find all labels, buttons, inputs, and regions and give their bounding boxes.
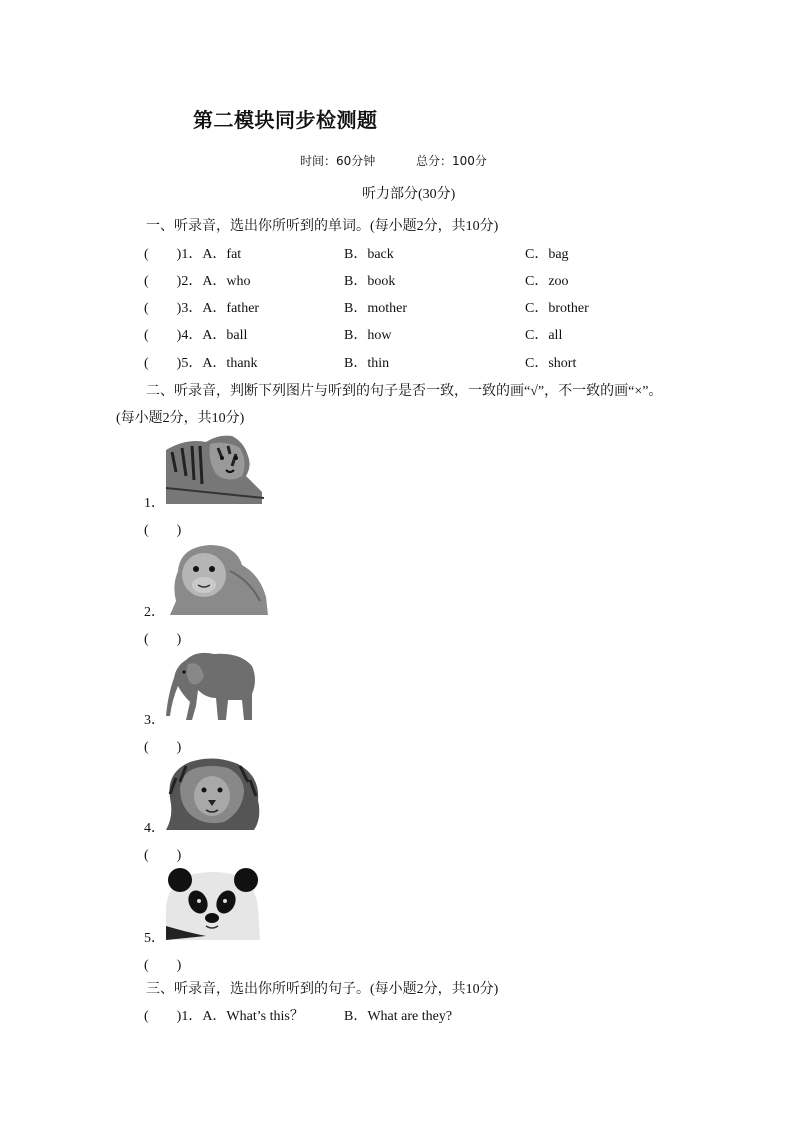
score-label: 总分：100分	[416, 154, 487, 168]
s2-item4-num: 4．	[144, 821, 165, 836]
section2-heading: 二、听录音，判断下列图片与听到的句子是否一致，一致的画“√”，不一致的画“×”。	[146, 384, 663, 399]
s1-q2-b: B．book	[344, 274, 396, 289]
s1-q5-a: ( )5．A．thank	[144, 356, 258, 371]
s1-q1-c: C．bag	[525, 247, 569, 262]
s2-item1-bracket: ( )	[144, 523, 182, 538]
s1-q3-c: C．brother	[525, 301, 589, 316]
panda-image	[166, 866, 260, 940]
s2-item2-bracket: ( )	[144, 632, 182, 647]
s1-q3-b: B．mother	[344, 301, 407, 316]
s1-q5-b: B．thin	[344, 356, 390, 371]
s2-item4-bracket: ( )	[144, 848, 182, 863]
s1-q4-a: ( )4．A．ball	[144, 328, 248, 343]
document-title: 第二模块同步检测题	[193, 108, 378, 132]
s2-item3-num: 3．	[144, 713, 165, 728]
s2-item5-num: 5．	[144, 931, 165, 946]
s2-item2-num: 2．	[144, 605, 165, 620]
lion-image	[166, 758, 262, 830]
s2-item3-bracket: ( )	[144, 740, 182, 755]
s3-q1-b: B．What are they?	[344, 1009, 453, 1024]
s1-q1-b: B．back	[344, 247, 394, 262]
section1-heading: 一、听录音，选出你所听到的单词。(每小题2分，共10分)	[146, 219, 499, 234]
s1-q3-a: ( )3．A．father	[144, 301, 260, 316]
s1-q1-a: ( )1．A．fat	[144, 247, 242, 262]
tiger-image	[166, 432, 264, 504]
s3-q1-a: ( )1．A．What’s this？	[144, 1009, 304, 1024]
section3-heading: 三、听录音，选出你所听到的句子。(每小题2分，共10分)	[146, 982, 499, 997]
s2-item1-num: 1．	[144, 496, 165, 511]
s1-q4-c: C．all	[525, 328, 563, 343]
s1-q5-c: C．short	[525, 356, 577, 371]
section2-heading-cont: (每小题2分，共10分)	[116, 411, 245, 426]
monkey-image	[170, 541, 268, 615]
s1-q2-a: ( )2．A．who	[144, 274, 251, 289]
elephant-image	[166, 650, 258, 722]
part-title: 听力部分(30分)	[362, 187, 456, 202]
time-label: 时间：60分钟	[300, 154, 376, 168]
s2-item5-bracket: ( )	[144, 958, 182, 973]
s1-q4-b: B．how	[344, 328, 392, 343]
s1-q2-c: C．zoo	[525, 274, 569, 289]
